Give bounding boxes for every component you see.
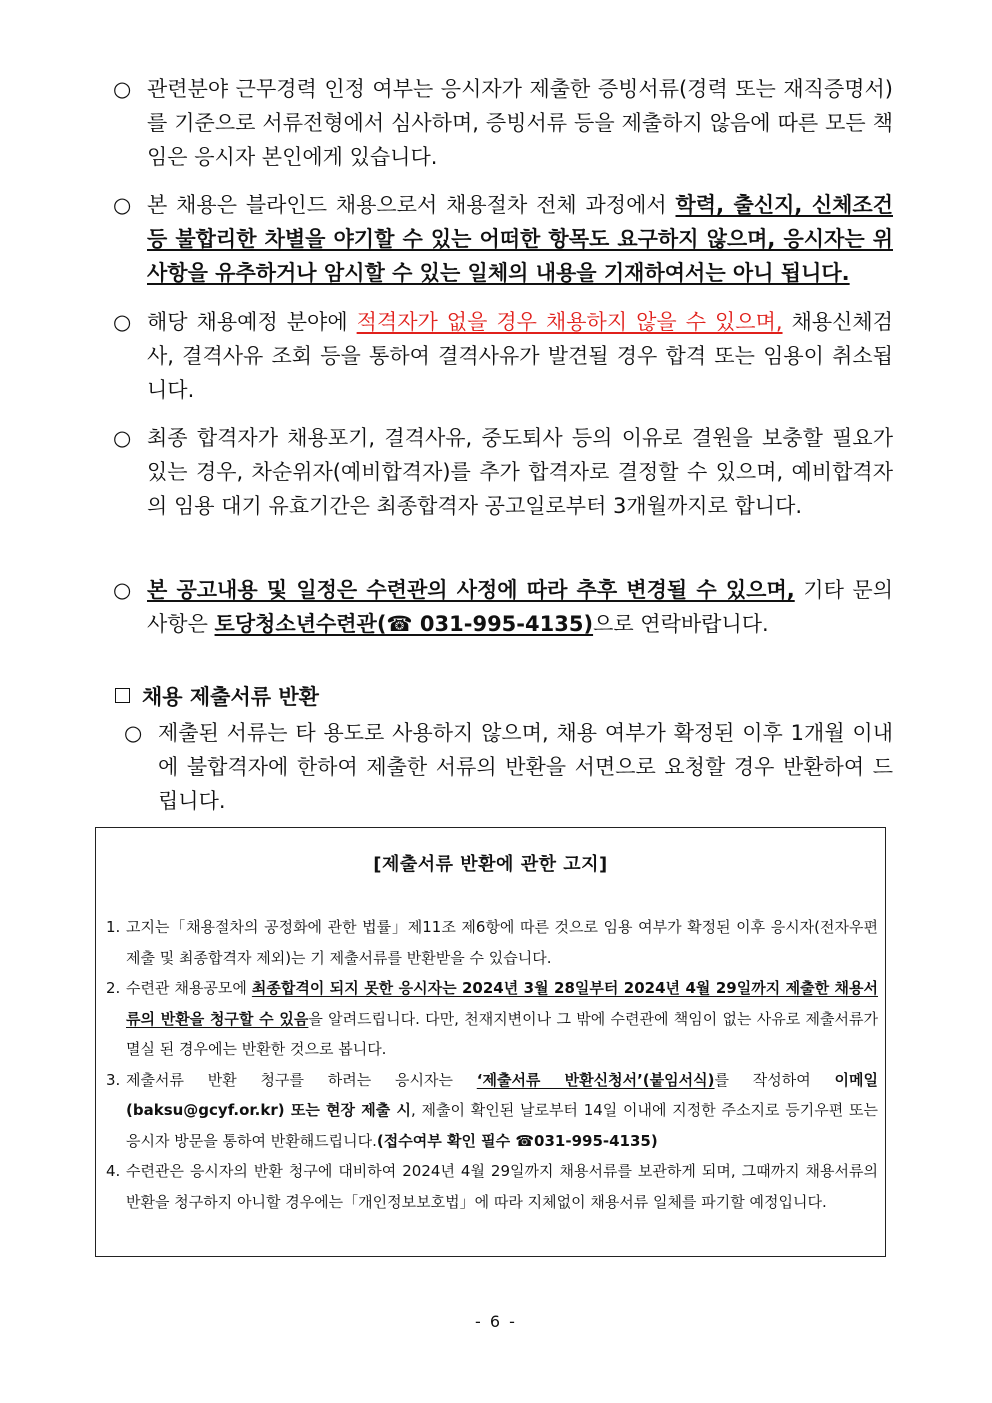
text-run: 제출서류 반환 청구를 하려는 응시자는 — [126, 1070, 477, 1089]
submission-method-text: 이메일(baksu@gcyf.or.kr) 또는 현장 제출 시 — [126, 1070, 878, 1119]
warning-text: 적격자가 없을 경우 채용하지 않을 수 있으며, — [356, 310, 783, 334]
notice-number: 3. — [106, 1070, 121, 1089]
emphasis-text: 본 공고내용 및 일정은 수련관의 사정에 따라 추후 변경될 수 있으며, — [147, 578, 795, 602]
paragraph-blind-hiring — [113, 188, 893, 290]
notice-list — [106, 912, 878, 1217]
text-run: 수련관 채용공모에 — [126, 979, 252, 997]
text-run: 으로 연락바랍니다. — [593, 612, 769, 636]
circle-bullet: ○ — [113, 193, 132, 217]
notice-title: [제출서류 반환에 관한 고지] — [373, 854, 608, 875]
emphasis-text: 최종합격이 되지 못한 응시자는 2024년 3월 28일부터 2024년 4월 29일까지 제출한 채용서류의 반환을 청구할 수 있음 — [126, 979, 878, 1028]
text-run: 를 작성하여 — [714, 1070, 835, 1089]
circle-bullet: ○ — [124, 721, 143, 745]
text-run: 을 알려드립니다. 다만, 천재지변이나 그 밖에 수련관에 책임이 없는 사유로 제출서류가 멸실 된 경우에는 반환한 것으로 봅니다. — [126, 1009, 879, 1058]
text-run: 관련분야 근무경력 인정 여부는 응시자가 제출한 증빙서류(경력 또는 재직증명서)를 기준으로 서류전형에서 심사하며, 증빙서류 등을 제출하지 않음에 따른 모든 책임은 응시자 본인에게 있습니다. — [147, 77, 893, 169]
notice-item — [106, 1156, 878, 1217]
contact-text: 토당청소년수련관(☎ 031-995-4135) — [214, 612, 594, 636]
paragraph-text — [147, 188, 893, 290]
notice-number: 2. — [106, 979, 121, 997]
text-run: 제출된 서류는 타 용도로 사용하지 않으며, 채용 여부가 확정된 이후 1개월 이내에 불합격자에 한하여 제출한 서류의 반환을 서면으로 요청할 경우 반환하여 드립니다. — [158, 721, 893, 813]
notice-item — [106, 1065, 878, 1157]
circle-bullet: ○ — [113, 426, 132, 450]
section-heading-text: 채용 제출서류 반환 — [142, 685, 319, 709]
text-run: 기타 문의 사항은 — [147, 578, 893, 636]
circle-bullet: ○ — [113, 310, 132, 334]
notice-number: 1. — [106, 918, 121, 936]
text-run: 고지는「채용절차의 공정화에 관한 법률」제11조 제6항에 따른 것으로 임용 여부가 확정된 이후 응시자(전자우편 제출 및 최종합격자 제외)는 기 제출서류를 반환받을 수 있습니다. — [126, 918, 878, 967]
paragraph-schedule-change — [113, 573, 893, 641]
text-run: 해당 채용예정 분야에 — [147, 310, 357, 334]
notice-item — [106, 973, 878, 1065]
paragraph-text — [147, 421, 893, 523]
emphasis-text: 학력, 출신지, 신체조건 등 불합리한 차별을 야기할 수 있는 어떠한 항목도 요구하지 않으며, 응시자는 위 사항을 유추하거나 암시할 수 있는 일체의 내용을 기재하여서는 아니 됩니다. — [147, 193, 893, 285]
text-run: 채용신체검사, 결격사유 조회 등을 통하여 결격사유가 발견될 경우 합격 또는 임용이 취소됩니다. — [147, 310, 893, 402]
notice-number: 4. — [106, 1162, 121, 1180]
section-heading — [115, 682, 319, 712]
notice-box — [95, 827, 886, 1257]
contact-text: (접수여부 확인 필수 ☎031-995-4135) — [376, 1131, 658, 1150]
paragraph-document-return — [124, 716, 893, 818]
square-bullet-icon — [115, 688, 130, 703]
notice-item — [106, 912, 878, 973]
paragraph-reserve-candidates — [113, 421, 893, 523]
page-number: - 6 - — [475, 1312, 517, 1331]
text-run: 수련관은 응시자의 반환 청구에 대비하여 2024년 4월 29일까지 채용서류를 보관하게 되며, 그때까지 채용서류의 반환을 청구하지 아니할 경우에는「개인정보보호법」에 따라 지체없이 채용서류 일체를 파기할 예정입니다. — [126, 1162, 878, 1211]
paragraph-text — [147, 573, 893, 641]
text-run: , 제출이 확인된 날로부터 14일 이내에 지정한 주소지로 등기우편 또는 응시자 방문을 통하여 반환해드립니다. — [126, 1101, 878, 1150]
paragraph-text — [158, 716, 893, 818]
text-run: 본 채용은 블라인드 채용으로서 채용절차 전체 과정에서 — [147, 193, 676, 217]
paragraph-text — [147, 305, 893, 407]
paragraph-career-evidence — [113, 72, 893, 174]
form-name-text: ‘제출서류 반환신청서’(붙임서식) — [476, 1070, 715, 1089]
paragraph-no-qualified — [113, 305, 893, 407]
circle-bullet: ○ — [113, 578, 132, 602]
text-run: 최종 합격자가 채용포기, 결격사유, 중도퇴사 등의 이유로 결원을 보충할 필요가 있는 경우, 차순위자(예비합격자)를 추가 합격자로 결정할 수 있으며, 예비합격자의 임용 대기 유효기간은 최종합격자 공고일로부터 3개월까지로 합니다. — [147, 426, 893, 518]
paragraph-text — [147, 72, 893, 174]
circle-bullet: ○ — [113, 77, 132, 101]
